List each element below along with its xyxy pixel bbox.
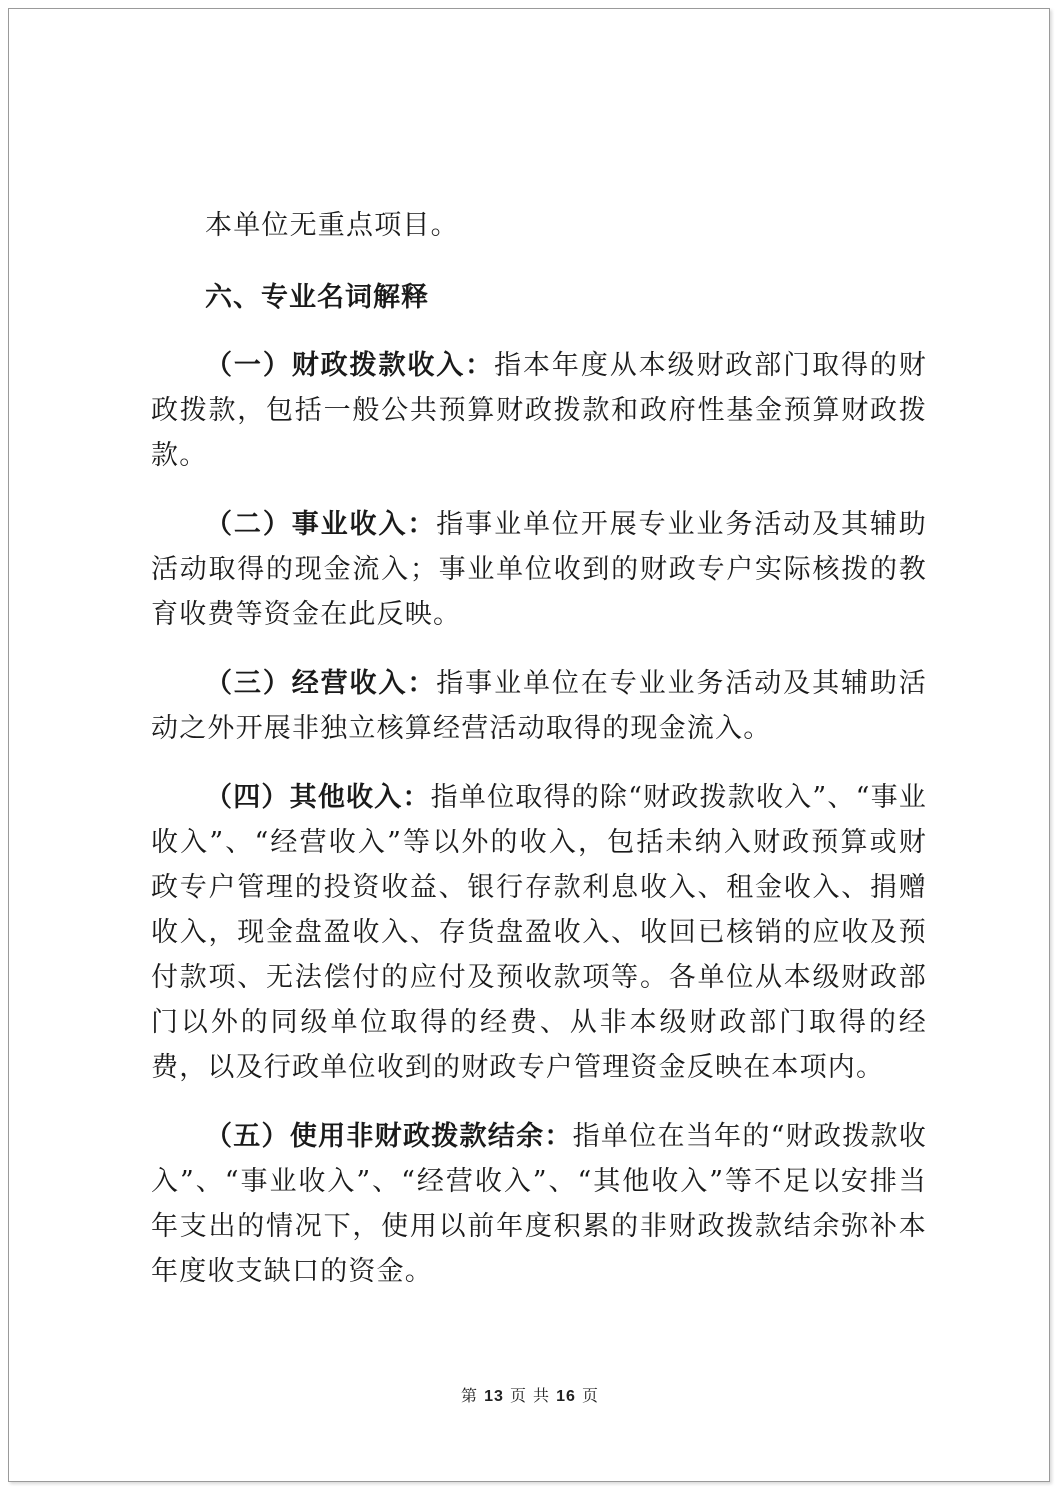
definition-term-3: （三）经营收入： [205,668,437,699]
footer-total-pages: 16 [556,1388,576,1405]
definition-paragraph-1 [151,343,927,478]
definition-text-3: 指事业单位在专业业务活动及其辅助活动之外开展非独立核算经营活动取得的现金流入。 [151,668,927,744]
intro-paragraph: 本单位无重点项目。 [205,210,459,241]
footer-middle: 页 共 [509,1386,551,1405]
footer-prefix: 第 [460,1386,478,1405]
definition-term-5: （五）使用非财政拨款结余： [205,1121,573,1152]
page-content [151,203,927,1318]
definition-term-1: （一）财政拨款收入： [205,350,495,381]
definition-paragraph-5 [151,1114,927,1294]
definition-text-1: 指本年度从本级财政部门取得的财政拨款，包括一般公共预算财政拨款和政府性基金预算财政拨款。 [151,350,928,471]
document-page [8,8,1050,1482]
section-heading: 六、专业名词解释 [205,282,429,313]
page-footer [9,1383,1051,1406]
definition-paragraph-3 [151,661,927,751]
definition-term-2: （二）事业收入： [205,509,437,540]
definition-paragraph-2 [151,502,927,637]
definition-term-4: （四）其他收入： [205,782,431,813]
definition-paragraph-4 [151,775,927,1090]
footer-current-page: 13 [484,1388,504,1405]
definition-text-5: 指单位在当年的“财政拨款收入”、“事业收入”、“经营收入”、“其他收入”等不足以安排当年支出的情况下，使用以前年度积累的非财政拨款结余弥补本年度收支缺口的资金。 [151,1121,927,1287]
footer-suffix: 页 [582,1386,600,1405]
definition-text-4: 指单位取得的除“财政拨款收入”、“事业收入”、“经营收入”等以外的收入，包括未纳入财政预算或财政专户管理的投资收益、银行存款利息收入、租金收入、捐赠收入，现金盘盈收入、存货盘盈收入、收回已核销的应收及预付款项、无法偿付的应付及预收款项等。各单位从本级财政部门以外的同级单位取得的经费、从非本级财政部门取得的经费，以及行政单位收到的财政专户管理资金反映在本项内。 [151,782,927,1083]
definition-text-2: 指事业单位开展专业业务活动及其辅助活动取得的现金流入；事业单位收到的财政专户实际核拨的教育收费等资金在此反映。 [151,509,927,630]
